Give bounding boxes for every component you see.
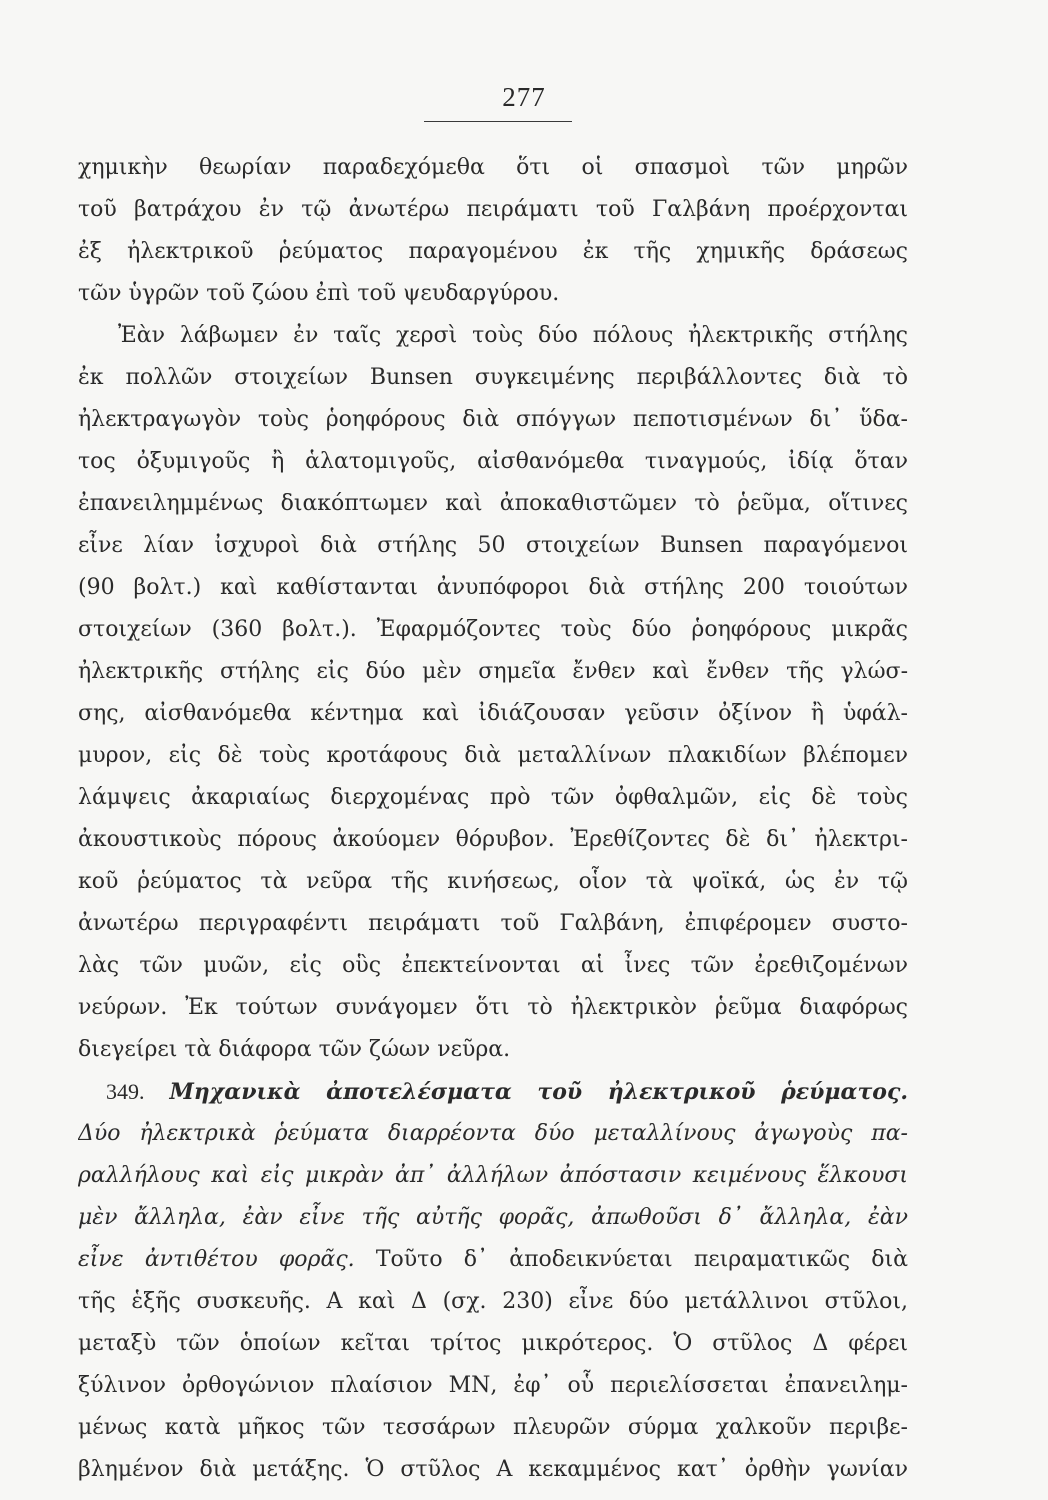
text-line: νεύρων. Ἐκ τούτων συνάγομεν ὅτι τὸ ἠλεκτρικὸν ῥεῦμα διαφόρως: [78, 995, 908, 1020]
italic-text: Δύο ἠλεκτρικὰ ῥεύματα διαρρέοντα δύο μεταλλίνους ἀγωγοὺς πα-: [78, 1121, 908, 1146]
text-line: [78, 1197, 908, 1239]
text-line: ἠλεκτρικῆς στήλης εἰς δύο μὲν σημεῖα ἔνθεν καὶ ἔνθεν τῆς γλώσ-: [78, 659, 908, 684]
section-title: Μηχανικὰ ἀποτελέσματα τοῦ ἠλεκτρικοῦ ῥεύματος.: [169, 1079, 908, 1105]
roman-text: Τοῦτο δ᾽ ἀποδεικνύεται πειραματικῶς διὰ: [354, 1247, 908, 1272]
italic-text: εἶνε ἀντιθέτου φορᾶς.: [78, 1247, 355, 1272]
text-line: κοῦ ῥεύματος τὰ νεῦρα τῆς κινήσεως, οἷον τὰ ψοϊκά, ὡς ἐν τῷ: [78, 869, 908, 894]
text-line: λὰς τῶν μυῶν, εἰς οὓς ἐπεκτείνονται αἱ ἶνες τῶν ἐρεθιζομένων: [78, 953, 908, 978]
text-line: τος ὀξυμιγοῦς ἢ ἁλατομιγοῦς, αἰσθανόμεθα τιναγμούς, ἰδίᾳ ὅταν: [78, 449, 908, 474]
text-line: μυρον, εἰς δὲ τοὺς κροτάφους διὰ μεταλλίνων πλακιδίων βλέπομεν: [78, 743, 908, 768]
text-line: (90 βολτ.) καὶ καθίστανται ἀνυπόφοροι διὰ στήλης 200 τοιούτων: [78, 575, 908, 600]
text-line: [78, 1239, 908, 1281]
section-heading: [78, 1071, 908, 1113]
text-line: [78, 1323, 908, 1365]
page-number: 277: [502, 82, 546, 112]
text-line: [78, 1407, 908, 1449]
body-text: [78, 147, 908, 1491]
text-line: τῶν ὑγρῶν τοῦ ζώου ἐπὶ τοῦ ψευδαργύρου.: [78, 281, 560, 306]
roman-text: τῆς ἑξῆς συσκευῆς. Α καὶ Δ (σχ. 230) εἶνε δύο μετάλλινοι στῦλοι,: [78, 1289, 908, 1314]
roman-text: ξύλινον ὀρθογώνιον πλαίσιον ΜΝ, ἐφ᾽ οὗ περιελίσσεται ἐπανειλημ-: [78, 1373, 908, 1398]
text-line: [78, 1113, 908, 1155]
text-line: [78, 1365, 908, 1407]
text-line: ἀνωτέρω περιγραφέντι πειράματι τοῦ Γαλβάνη, ἐπιφέρομεν συστο-: [78, 911, 908, 936]
text-line: σης, αἰσθανόμεθα κέντημα καὶ ἰδιάζουσαν γεῦσιν ὀξίνον ἢ ὑφάλ-: [78, 701, 908, 726]
text-line: [78, 1449, 908, 1491]
text-line: στοιχείων (360 βολτ.). Ἐφαρμόζοντες τοὺς δύο ῥοηφόρους μικρᾶς: [78, 617, 908, 642]
roman-text: μένως κατὰ μῆκος τῶν τεσσάρων πλευρῶν σύρμα χαλκοῦν περιβε-: [78, 1415, 908, 1440]
italic-text: μὲν ἄλληλα, ἐὰν εἶνε τῆς αὐτῆς φορᾶς, ἀπωθοῦσι δ᾽ ἄλληλα, ἐὰν: [78, 1205, 908, 1230]
text-line: τοῦ βατράχου ἐν τῷ ἀνωτέρω πειράματι τοῦ Γαλβάνη προέρχονται: [78, 197, 908, 222]
section-number: 349.: [106, 1079, 145, 1104]
text-line: ἐκ πολλῶν στοιχείων Bunsen συγκειμένης περιβάλλοντες διὰ τὸ: [78, 365, 908, 390]
header-rule: [424, 121, 572, 122]
text-line: ἠλεκτραγωγὸν τοὺς ῥοηφόρους διὰ σπόγγων πεποτισμένων δι᾽ ὕδα-: [78, 407, 908, 432]
text-line: λάμψεις ἀκαριαίως διερχομένας πρὸ τῶν ὀφθαλμῶν, εἰς δὲ τοὺς: [78, 785, 908, 810]
text-line: [78, 1281, 908, 1323]
text-line: εἶνε λίαν ἰσχυροὶ διὰ στήλης 50 στοιχείων Bunsen παραγόμενοι: [78, 533, 908, 558]
text-line: [78, 1155, 908, 1197]
text-line: χημικὴν θεωρίαν παραδεχόμεθα ὅτι οἱ σπασμοὶ τῶν μηρῶν: [78, 155, 908, 180]
text-line: ἐξ ἠλεκτρικοῦ ῥεύματος παραγομένου ἐκ τῆς χημικῆς δράσεως: [78, 239, 908, 264]
roman-text: βλημένον διὰ μετάξης. Ὁ στῦλος Α κεκαμμένος κατ᾽ ὀρθὴν γωνίαν: [78, 1457, 908, 1482]
italic-text: ραλλήλους καὶ εἰς μικρὰν ἀπ᾽ ἀλλήλων ἀπόστασιν κειμένους ἕλκουσι: [78, 1163, 908, 1188]
text-line: διεγείρει τὰ διάφορα τῶν ζώων νεῦρα.: [78, 1037, 511, 1062]
text-line: ἐπανειλημμένως διακόπτωμεν καὶ ἀποκαθιστῶμεν τὸ ῥεῦμα, οἵτινες: [78, 491, 908, 516]
text-line: ἀκουστικοὺς πόρους ἀκούομεν θόρυβον. Ἐρεθίζοντες δὲ δι᾽ ἠλεκτρι-: [78, 827, 908, 852]
roman-text: μεταξὺ τῶν ὁποίων κεῖται τρίτος μικρότερος. Ὁ στῦλος Δ φέρει: [78, 1331, 908, 1356]
text-line: Ἐὰν λάβωμεν ἐν ταῖς χερσὶ τοὺς δύο πόλους ἠλεκτρικῆς στήλης: [118, 323, 908, 348]
